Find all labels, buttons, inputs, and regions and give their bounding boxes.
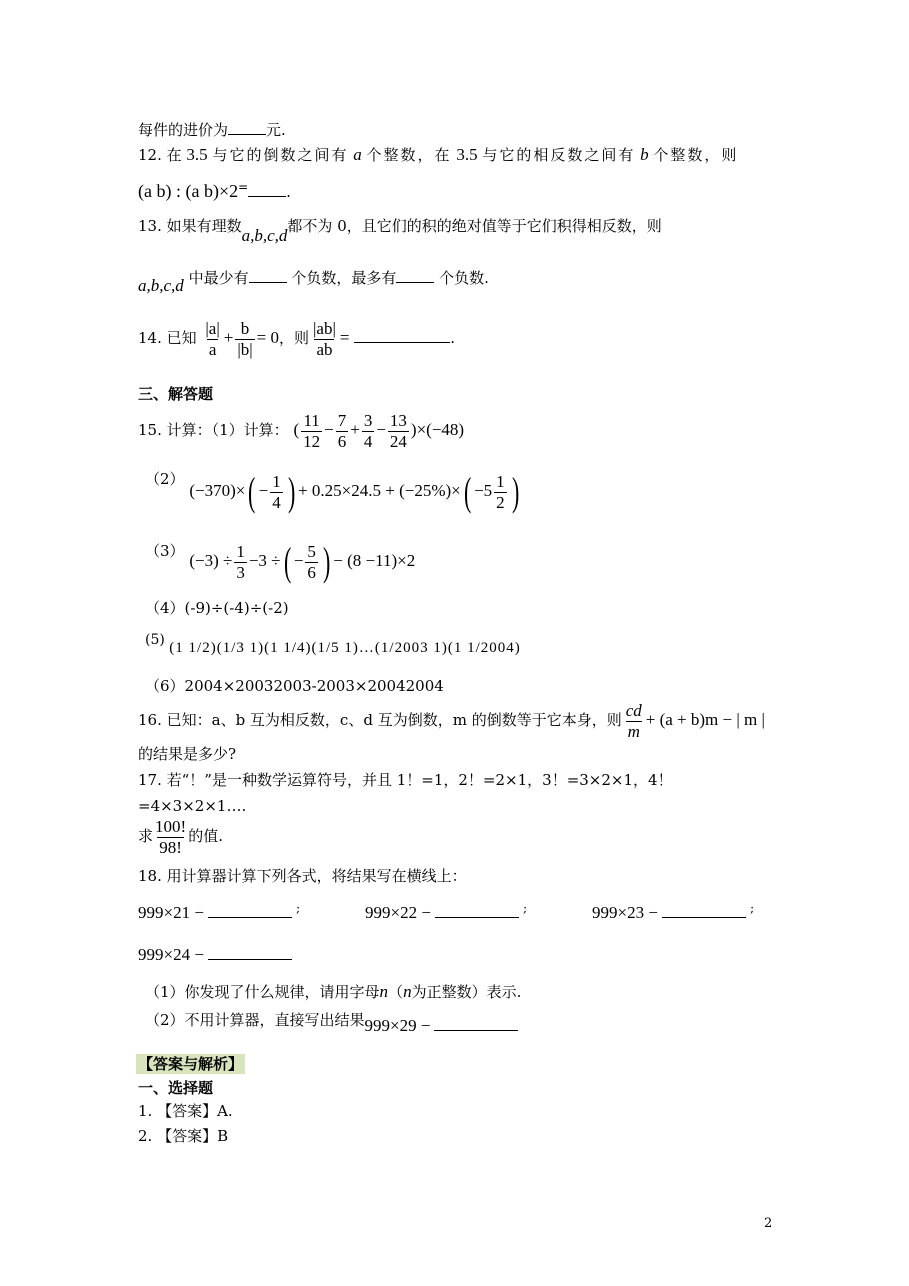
question-17-line2: =4×3×2×1….: [138, 797, 247, 815]
fraction: $\frac{|ab|}{ab}$: [313, 318, 336, 359]
question-18-row1b: 999×22 − ;: [365, 900, 528, 922]
question-15-5: (5) (1 1/2)(1/3 1)(1 1/4)(1/5 1)…(1/2003 1)(1 1/2004): [145, 632, 521, 656]
section-3-heading: 三、解答题: [138, 385, 214, 403]
question-15-3: （3） (−3) ÷ $\frac{1}{3}$ −3 ÷( − $\frac{5}{6}$ ) − (8 −11)×2: [145, 539, 416, 584]
question-13-line1: 13. 如果有理数a,b,c,d都不为 0，且它们的积的绝对值等于它们积得相反数，则: [138, 217, 662, 245]
question-13-line2: a,b,c,d 中最少有 个负数，最多有 个负数.: [138, 269, 489, 295]
fraction: $\frac{b}{|b|}$: [237, 318, 253, 359]
question-14: 14. 已知 $\frac{|a|}{a}$ + $\frac{b}{|b|}$ = 0，则 $\frac{|ab|}{ab}$ = .: [138, 318, 456, 359]
question-18-part1: （1）你发现了什么规律，请用字母n（n为正整数）表示.: [145, 982, 522, 1001]
question-12-line2: (a b) : (a b)×2= .: [138, 180, 291, 201]
question-18-line1: 18. 用计算器计算下列各式，将结果写在横线上：: [138, 867, 467, 885]
section-1-heading: 一、选择题: [138, 1079, 214, 1097]
fraction: $\frac{|a|}{a}$: [205, 318, 220, 359]
answers-heading: 【答案与解析】: [138, 1055, 244, 1073]
question-18-part2: （2）不用计算器，直接写出结果999×29 −: [145, 1010, 518, 1030]
question-15-2: （2） (−370)×( − $\frac{1}{4}$ ) + 0.25×24.5 + (−25%)×( −5 $\frac{1}{2}$ ): [145, 469, 520, 514]
question-18-row2: 999×24 −: [138, 945, 292, 965]
question-16-line2: 的结果是多少?: [138, 745, 237, 763]
q11-tail: 每件的进价为 元.: [138, 121, 286, 139]
question-15-4: （4）(-9)÷(-4)÷(-2): [145, 599, 289, 617]
answer-1: 1. 【答案】A.: [138, 1102, 233, 1120]
question-15-1: 15. 计算：（1）计算： ( $\frac{11}{12}$ − $\frac{7}{6}$ + $\frac{3}{4}$ − $\frac{13}{24}$ )×(−48): [138, 410, 465, 451]
question-17-line1: 17. 若“！”是一种数学运算符号，并且 1！=1，2！=2×1，3！=3×2×1，4！: [138, 771, 673, 789]
question-18-row1: 999×21 − ;: [138, 900, 301, 922]
question-17-line3: 求 $\frac{100!}{98!}$ 的值.: [138, 816, 223, 857]
question-12-line1: 12. 在 3.5 与它的倒数之间有 a 个整数，在 3.5 与它的相反数之间有 b 个整数，则: [138, 145, 739, 164]
page-number: 2: [764, 1216, 773, 1231]
question-15-6: （6）2004×20032003-2003×20042004: [145, 677, 444, 695]
answer-2: 2. 【答案】B: [138, 1127, 229, 1145]
question-18-row1c: 999×23 − ;: [592, 900, 755, 922]
question-16-line1: 16. 已知：a、b 互为相反数，c、d 互为倒数，m 的倒数等于它本身，则 $\frac{cd}{m}$ + (a + b)m − | m |: [138, 700, 765, 741]
